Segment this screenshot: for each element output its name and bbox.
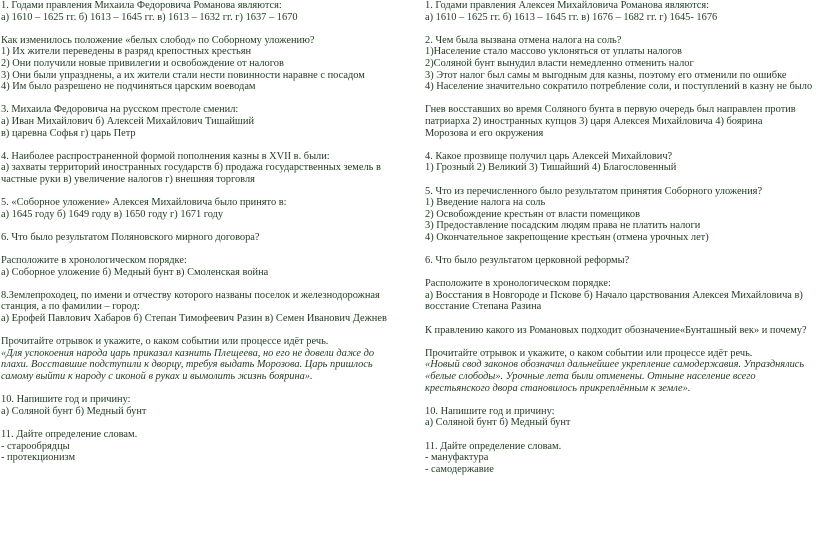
text-line: а) захваты территорий иностранных государств б) продажа государственных земель в [1, 162, 381, 174]
text-line: 6. Что было результатом Поляновского мирного договора? [1, 231, 260, 243]
blank-line [1, 278, 406, 290]
text-line: 11. Дайте определение словам. [1, 428, 138, 440]
text-line: 2. Чем была вызвана отмена налога на соль? [425, 34, 622, 46]
blank-line [425, 93, 816, 105]
text-line: восстание Степана Разина [425, 301, 542, 313]
text-line: 10. Напишите год и причину: [425, 405, 555, 417]
text-line: К правлению какого из Романовых подходит обозначение«Бунташный век» и почему? [425, 324, 807, 336]
blank-line [425, 267, 816, 279]
text-line: 1) Их жители переведены в разряд крепостных крестьян [1, 46, 252, 58]
text-line: 2)Соляной бунт вынудил власти немедленно отменить налог [425, 57, 694, 69]
text-line: 10. Напишите год и причину: [1, 394, 131, 406]
text-line: 1. Годами правления Михаила Федоровича Романова являются: [1, 0, 282, 11]
blank-line [1, 186, 406, 198]
text-line: 4) Окончательное закрепощение крестьян (отмена урочных лет) [425, 231, 709, 243]
text-line: а) 1645 году б) 1649 году в) 1650 году г) 1671 году [1, 208, 224, 220]
text-line: - мануфактура [425, 452, 489, 464]
text-line: 4. Наиболее распространенной формой пополнения казны в XVII в. были: [1, 150, 330, 162]
text-line: 4) Им было разрешено не подчиняться царским воеводам [1, 81, 256, 93]
blank-line [1, 383, 406, 395]
blank-line [1, 417, 406, 429]
text-line: Прочитайте отрывок и укажите, о каком событии или процессе идёт речь. [425, 347, 753, 359]
blank-line [425, 23, 816, 35]
text-line: плахи. Восставшие подступили к дворцу, требуя выдать Морозова. Царь пришлось [1, 359, 373, 371]
blank-line [425, 174, 816, 186]
text-line: а) Ерофей Павлович Хабаров б) Степан Тимофеевич Разин в) Семен Иванович Дежнев [1, 313, 387, 325]
blank-line [1, 93, 406, 105]
text-line: 6. Что было результатом церковной реформы? [425, 255, 630, 267]
text-line: а) 1610 – 1625 гг. б) 1613 – 1645 гг. в) 1676 – 1682 гг. г) 1645- 1676 [425, 11, 718, 23]
text-line: 11. Дайте определение словам. [425, 440, 562, 452]
right-column [425, 0, 816, 475]
text-line: а) Соборное уложение б) Медный бунт в) Смоленская война [1, 266, 269, 278]
text-line: а) Иван Михайлович б) Алексей Михайлович Тишайший [1, 115, 255, 127]
text-line: «белые слободы». Урочные лета были отменены. Отныне население всего [425, 371, 756, 382]
text-line: 5. Что из перечисленного было результатом принятия Соборного уложения? [425, 185, 763, 197]
text-line: «Новый свод законов обозначил дальнейшее укрепление самодержавия. Упразднялись [425, 359, 805, 371]
text-line: а) 1610 – 1625 гг. б) 1613 – 1645 гг. в) 1613 – 1632 гг. г) 1637 – 1670 [1, 11, 298, 23]
blank-line [1, 220, 406, 232]
text-line: 2) Они получили новые привилегии и освобождение от налогов [1, 57, 284, 69]
text-line: крестьянского двора становилось прикреплённым к земле». [425, 382, 691, 394]
text-line: патриарха 2) иностранных купцов 3) царя Алексея Михайловича 4) боярина [425, 115, 763, 127]
text-line: 5. «Соборное уложение» Алексея Михайловича было принято в: [1, 197, 287, 209]
blank-line [425, 429, 816, 441]
text-line: 3) Предоставление посадским людям права не платить налоги [425, 220, 701, 232]
text-line: частные руки в) увеличение налогов г) внешняя торговля [1, 173, 255, 185]
text-line: 2) Освобождение крестьян от власти помещиков [425, 208, 640, 220]
text-line: 3) Этот налог был самы м выгодным для казны, поэтому его отменили по ошибке [425, 69, 787, 81]
blank-line [1, 139, 406, 151]
text-line: а) Восстания в Новгороде и Пскове б) Начало царствования Алексея Михайловича в) [425, 289, 803, 301]
blank-line [1, 23, 406, 35]
text-line: 1) Грозный 2) Великий 3) Тишайший 4) Благословенный [425, 162, 677, 174]
blank-line [425, 243, 816, 255]
text-line: 3) Они были упразднены, а их жители стали нести повинности наравне с посадом [1, 69, 365, 81]
left-column [1, 0, 406, 464]
text-line: 1. Годами правления Алексея Михайловича Романова являются: [425, 0, 710, 11]
text-line: самому выйти к народу с иконой в руках и вымолить жизнь боярина». [1, 371, 313, 382]
text-line: Расположите в хронологическом порядке: [425, 278, 611, 290]
text-line: в) царевна Софья г) царь Петр [1, 127, 136, 139]
blank-line [425, 394, 816, 406]
text-line: 3. Михаила Федоровича на русском престоле сменил: [1, 104, 239, 116]
text-line: «Для успокоения народа царь приказал казнить Плещеева, но его не довели даже до [1, 347, 375, 359]
text-line: 1)Население стало массово уклоняться от уплаты налогов [425, 46, 682, 58]
blank-line [425, 139, 816, 151]
text-line: - протекционизм [1, 452, 76, 464]
text-line: Гнев восставших во время Соляного бунта в первую очередь был направлен против [425, 104, 796, 116]
text-line: - самодержавие [425, 463, 494, 475]
text-line: Морозова и его окружения [425, 127, 544, 139]
text-line: Как изменилось положение «белых слобод» по Соборному уложению? [1, 34, 315, 46]
text-line: а) Соляной бунт б) Медный бунт [425, 417, 571, 429]
blank-line [1, 243, 406, 255]
text-line: 4) Население значительно сократило потребление соли, и поступлений в казну не было [425, 81, 813, 93]
text-line: станция, а по фамилии – город: [1, 301, 140, 313]
text-line: а) Соляной бунт б) Медный бунт [1, 405, 147, 417]
blank-line [425, 313, 816, 325]
blank-line [1, 325, 406, 337]
text-line: Прочитайте отрывок и укажите, о каком событии или процессе идёт речь. [1, 336, 329, 348]
text-line: 8.Землепроходец, по имени и отчеству которого названы поселок и железнодорожная [1, 289, 380, 301]
text-line: Расположите в хронологическом порядке: [1, 255, 187, 267]
text-line: - старообрядцы [1, 440, 70, 452]
blank-line [425, 336, 816, 348]
text-line: 4. Какое прозвище получил царь Алексей Михайлович? [425, 150, 673, 162]
text-line: 1) Введение налога на соль [425, 197, 546, 209]
